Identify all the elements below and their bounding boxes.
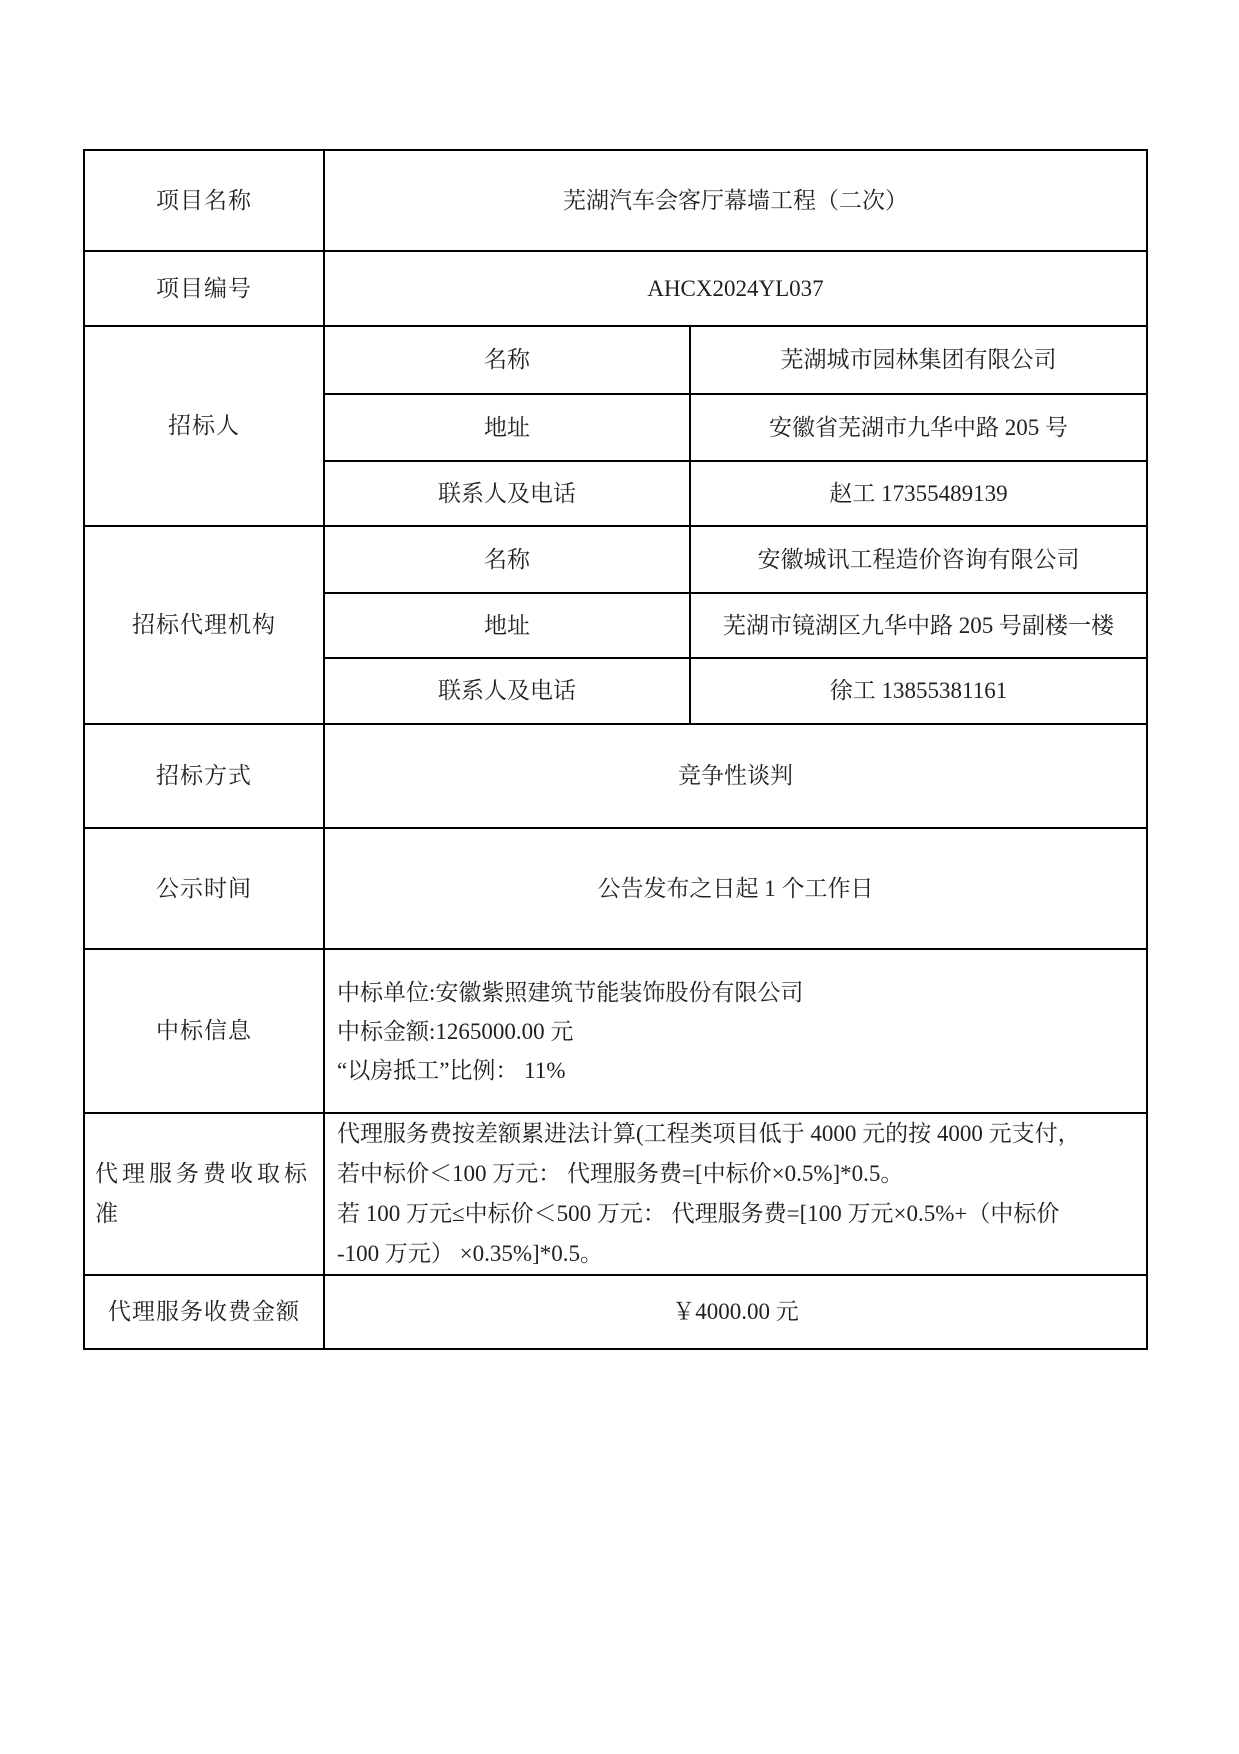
tenderer-address-value: 安徽省芜湖市九华中路 205 号	[690, 394, 1147, 461]
agency-label: 招标代理机构	[84, 526, 324, 724]
fee-standard-line-3: 若 100 万元≤中标价＜500 万元： 代理服务费=[100 万元×0.5%+（中标价	[337, 1201, 1060, 1226]
award-info-value	[324, 949, 1147, 1113]
award-ratio-line: “以房抵工”比例： 11%	[337, 1057, 566, 1083]
project-no-label: 项目编号	[84, 251, 324, 326]
project-name-value: 芜湖汽车会客厅幕墙工程（二次）	[324, 150, 1147, 251]
award-info-label: 中标信息	[84, 949, 324, 1113]
tenderer-contact-label: 联系人及电话	[324, 461, 690, 526]
publicity-label: 公示时间	[84, 828, 324, 949]
agency-address-label: 地址	[324, 593, 690, 658]
project-name-label: 项目名称	[84, 150, 324, 251]
publicity-value: 公告发布之日起 1 个工作日	[324, 828, 1147, 949]
row-fee-amount	[84, 1275, 1147, 1349]
award-amount-line: 中标金额:1265000.00 元	[337, 1018, 574, 1044]
tenderer-contact-value: 赵工 17355489139	[690, 461, 1147, 526]
agency-contact-value: 徐工 13855381161	[690, 658, 1147, 724]
row-project-name	[84, 150, 1147, 251]
fee-standard-label: 代理服务费收取标准	[84, 1113, 324, 1275]
fee-standard-line-1: 代理服务费按差额累进法计算(工程类项目低于 4000 元的按 4000 元支付，	[337, 1121, 1081, 1146]
row-award-info	[84, 949, 1147, 1113]
row-project-no	[84, 251, 1147, 326]
row-tenderer-name	[84, 326, 1147, 394]
method-value: 竞争性谈判	[324, 724, 1147, 828]
tenderer-label: 招标人	[84, 326, 324, 526]
row-agency-name	[84, 526, 1147, 593]
row-fee-standard	[84, 1113, 1147, 1275]
tenderer-name-label: 名称	[324, 326, 690, 394]
method-label: 招标方式	[84, 724, 324, 828]
fee-amount-value: ￥4000.00 元	[324, 1275, 1147, 1349]
tender-info-table	[83, 149, 1148, 1350]
row-method	[84, 724, 1147, 828]
agency-name-label: 名称	[324, 526, 690, 593]
fee-standard-line-2: 若中标价＜100 万元： 代理服务费=[中标价×0.5%]*0.5。	[337, 1161, 904, 1186]
project-no-value: AHCX2024YL037	[324, 251, 1147, 326]
fee-amount-label: 代理服务收费金额	[84, 1275, 324, 1349]
tenderer-address-label: 地址	[324, 394, 690, 461]
agency-address-value: 芜湖市镜湖区九华中路 205 号副楼一楼	[690, 593, 1147, 658]
agency-name-value: 安徽城讯工程造价咨询有限公司	[690, 526, 1147, 593]
award-winner-line: 中标单位:安徽紫照建筑节能装饰股份有限公司	[337, 979, 804, 1005]
fee-standard-value	[324, 1113, 1147, 1275]
tenderer-name-value: 芜湖城市园林集团有限公司	[690, 326, 1147, 394]
row-publicity	[84, 828, 1147, 949]
agency-contact-label: 联系人及电话	[324, 658, 690, 724]
fee-standard-line-4: -100 万元） ×0.35%]*0.5。	[337, 1241, 603, 1266]
